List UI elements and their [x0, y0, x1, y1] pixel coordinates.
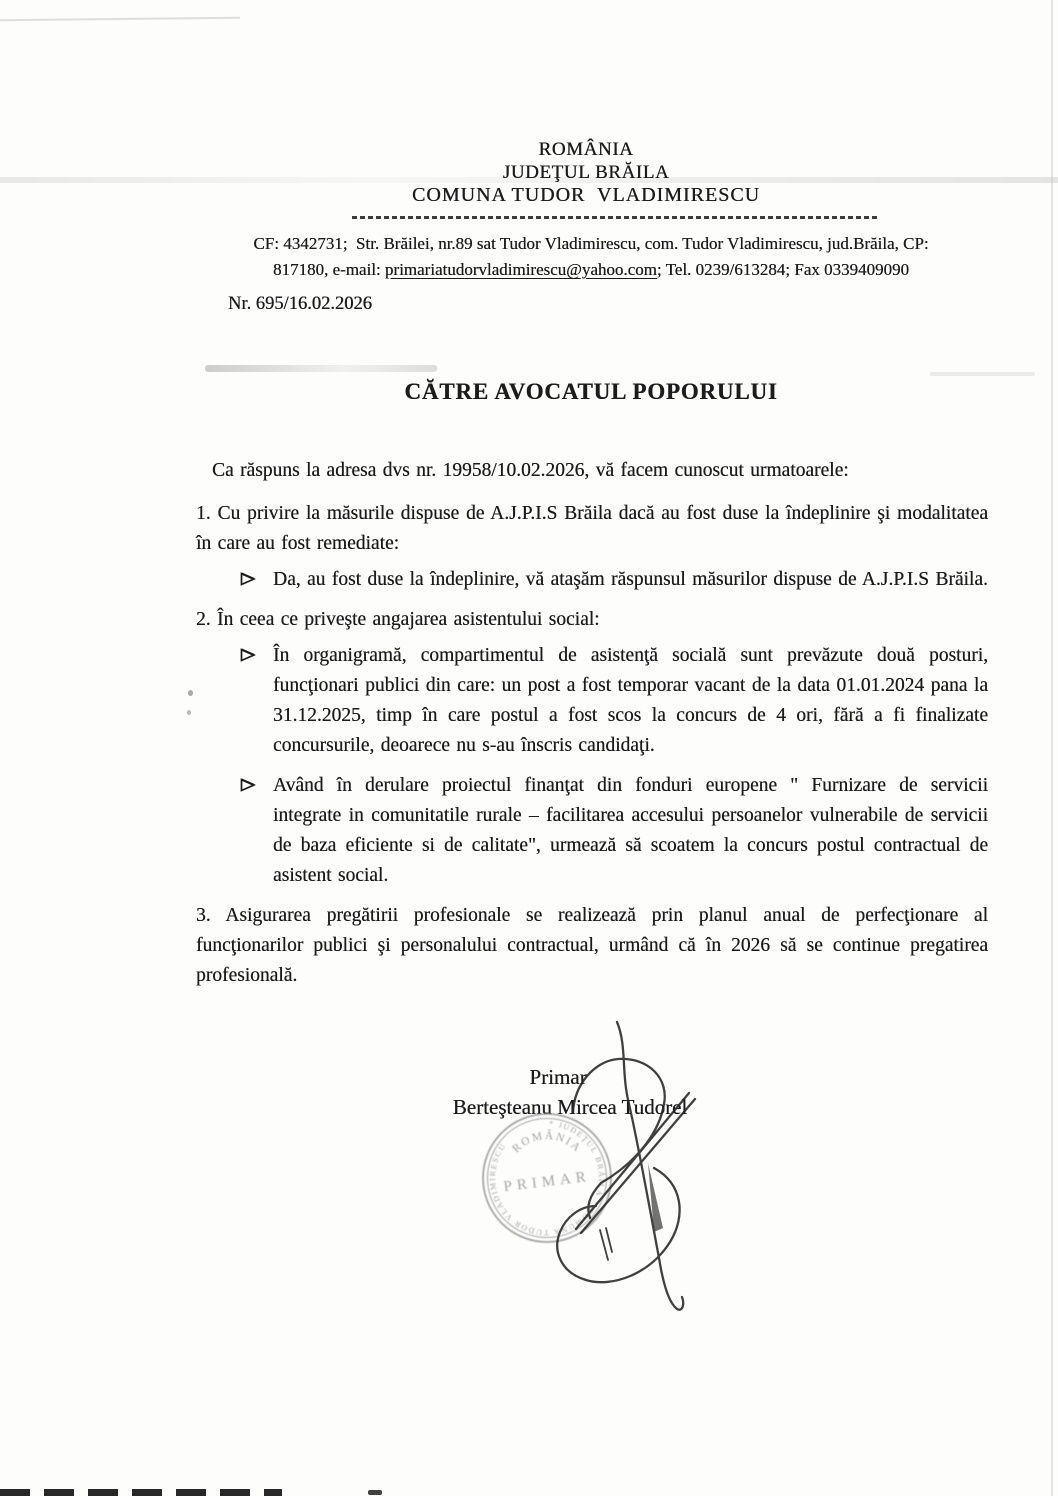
signature-stroke [576, 1093, 689, 1229]
stamp-center-text: PRIMAR [502, 1168, 592, 1196]
scan-strip-bottom [0, 1489, 282, 1496]
contact-line-2-prefix: 817180, e-mail: [273, 260, 385, 279]
stamp-ring-text: * JUDEŢUL BRĂILA * COMUNA TUDOR VLADIMIRESCU [487, 1118, 607, 1238]
contact-line-1: CF: 4342731; Str. Brăilei, nr.89 sat Tudor Vladimirescu, com. Tudor Vladimirescu, jud.Brăila, CP: [253, 234, 929, 253]
bullet-item-2 [196, 641, 988, 761]
item-1-paragraph: 1. Cu privire la măsurile dispuse de A.J.P.I.S Brăila dacă au fost duse la îndeplinire şi modalitatea în care au fost remediate: [196, 503, 988, 554]
scan-line-top [0, 17, 240, 22]
signatory-name: Berteşteanu Mircea Tudorel [452, 1095, 688, 1119]
bullet-item-1 [196, 565, 988, 595]
bullet-3-text: Având în derulare proiectul finanţat din fonduri europene " Furnizare de servicii integrate in comunitatile rurale – facilitarea accesului persoanelor vulnerabile de servicii de baza eficiente si de calitate", urmează să scoatem la concurs postul contractual de asistent social. [273, 775, 988, 886]
reference-number: Nr. 695/16.02.2026 [228, 294, 372, 314]
letterhead-county: JUDEŢUL BRĂILA [502, 162, 670, 183]
stamp-country-text: ROMÂNIA [510, 1129, 584, 1156]
email-address: primariatudorvladimirescu@yahoo.com [384, 260, 657, 279]
letterhead-divider [352, 216, 880, 219]
document-title: CĂTRE AVOCATUL POPORULUI [404, 379, 778, 404]
bullet-1-text: Da, au fost duse la îndeplinire, vă ataşăm răspunsul măsurilor dispuse de A.J.P.I.S Brăila. [273, 569, 988, 590]
official-round-stamp [483, 1114, 611, 1242]
scan-smudge-right [930, 372, 1035, 376]
letterhead-commune: COMUNA TUDOR VLADIMIRESCU [411, 184, 761, 206]
signature-stroke [606, 1228, 612, 1252]
scan-dot-bottom [368, 1490, 382, 1495]
bullet-item-3 [196, 771, 988, 891]
intro-paragraph: Ca răspuns la adresa dvs nr. 19958/10.02.2026, vă facem cunoscut urmatoarele: [212, 460, 849, 481]
scan-edge-right [1051, 0, 1053, 1496]
contact-info [196, 231, 986, 283]
arrowhead-bullet-icon [240, 565, 273, 595]
letterhead-country: ROMÂNIA [538, 139, 634, 160]
bullet-2-text: În organigramă, compartimentul de asistenţă socială sunt prevăzute două posturi, funcţionari publici din care: un post a fost temporar vacant de la data 01.01.2024 pana la 31.12.2025, timp în care postul a fost scos la concurs de 4 ori, fără a fi finalizate concursurile, deoarece nu s-au înscris candidaţi. [273, 645, 988, 756]
contact-line-2 [196, 257, 986, 283]
contact-line-2-suffix: ; Tel. 0239/613284; Fax 0339409090 [656, 260, 909, 279]
handwritten-signature [557, 1022, 695, 1310]
letterhead [136, 138, 1036, 207]
stamp-and-signature-art [400, 1000, 860, 1340]
scan-speck [188, 690, 193, 696]
scan-speck [187, 710, 191, 715]
item-2-paragraph: 2. În ceea ce priveşte angajarea asistentului social: [196, 609, 600, 630]
scan-smudge-mid [205, 365, 437, 372]
arrowhead-bullet-icon [240, 771, 273, 891]
arrowhead-bullet-icon [240, 641, 273, 761]
signatory-role: Primar [529, 1065, 587, 1089]
letter-body [196, 456, 988, 997]
item-3-paragraph: 3. Asigurarea pregătirii profesionale se realizează prin planul anual de perfecţionare al funcţionarilor publici şi personalului contractual, urmând că în 2026 să se continue pregatirea profesională. [196, 905, 988, 986]
